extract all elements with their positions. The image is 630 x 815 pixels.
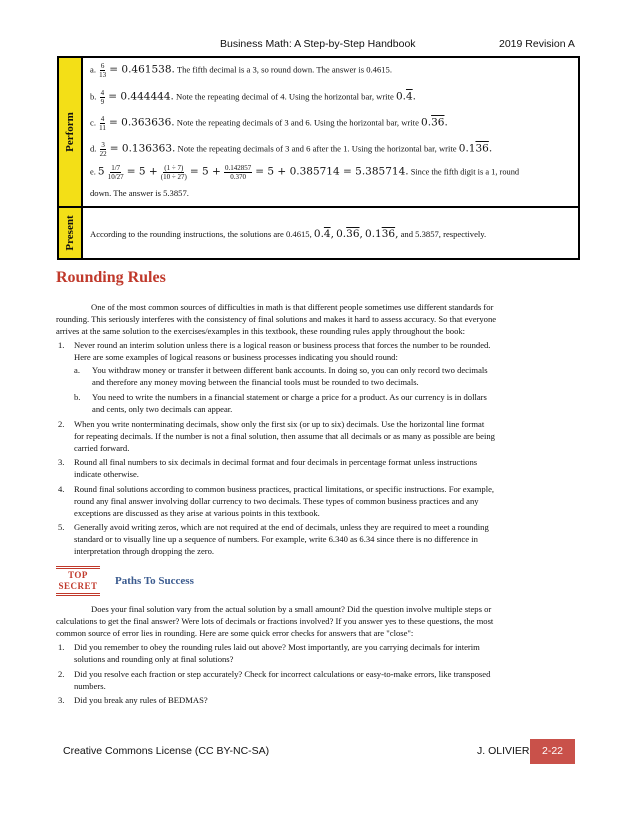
rule-1-line-1: Never round an interim solution unless there is a logical reason or business process that forces the number to be rounded. [74, 340, 491, 350]
present-label: Present [64, 215, 76, 251]
line-e-eq1: = 5 + [126, 165, 158, 178]
line-b-label: b. [90, 91, 97, 102]
solution-box [57, 56, 580, 260]
rule-3-number: 3. [58, 457, 65, 467]
line-d-fraction [100, 141, 107, 158]
line-a-fraction [99, 62, 106, 79]
check-3-line-1: Did you break any rules of BEDMAS? [74, 695, 208, 705]
perform-line-c [90, 115, 448, 132]
perform-line-d [90, 141, 492, 158]
rule-4-number: 4. [58, 484, 65, 494]
intro-line-3: arrives at the same solution to the exercises/examples in this textbook, these rounding rules apply throughout the book: [56, 326, 466, 336]
present-statement: According to the rounding instructions, the solutions are 0.4615, 0.4, 0.36, 0.136, and 5.3857, respectively. [90, 228, 487, 240]
section-title: Rounding Rules [56, 269, 166, 286]
line-e-text: Since the fifth digit is a 1, round [410, 167, 520, 177]
perform-line-b [90, 89, 416, 106]
rule-1-line-2: Here are some examples of logical reasons or business processes indicating you should round: [74, 352, 398, 362]
rule-1-number: 1. [58, 340, 65, 350]
perform-line-e [90, 164, 519, 181]
line-b-denominator: 9 [100, 98, 105, 106]
line-e-eq2: = 5 + [189, 165, 221, 178]
line-b-value: = 0.444444. [108, 90, 174, 103]
stamp-line-2: SECRET [58, 581, 98, 591]
check-1-line-2: solutions and rounding only at final solutions? [74, 654, 234, 664]
line-b-result: 0.4. [395, 90, 416, 103]
rule-2-line-3: carried forward. [74, 443, 130, 453]
intro-line-2: rounding. This seriously interferes with the consistency of final solutions and makes it hard to assess accuracy. So that everyone [56, 314, 497, 324]
footer-author: J. OLIVIER [477, 745, 530, 757]
line-d-label: d. [90, 143, 97, 154]
intro-line-1: One of the most common sources of difficulties in math is that different people sometimes use different standards for [91, 302, 494, 312]
line-e-fraction-3: $\frac{0.142857}{0.370}$ [224, 164, 252, 181]
line-e-complex-fraction: $\frac{1/7}{10/27}$ [107, 164, 124, 181]
rule-5-line-2: standard or to visually line up a sequence of numbers. For example, write 6.340 as 6.34 since there is no difference in [74, 534, 478, 544]
rule-5-line-1: Generally avoid writing zeros, which are not required at the end of decimals, unless they are required to meet a rounding [74, 522, 489, 532]
rule-2-line-1: When you write nonterminating decimals, show only the first six (or up to six) decimals. Use the horizontal line format [74, 419, 485, 429]
top-secret-stamp-icon [56, 566, 100, 596]
line-d-numerator: 3 [101, 141, 105, 149]
line-a-text: The fifth decimal is a 3, so round down. The answer is 0.4615. [176, 64, 392, 75]
line-c-denominator: 11 [99, 124, 106, 132]
line-e-lead: 5 [97, 165, 105, 178]
rule-3-line-2: indicate otherwise. [74, 469, 139, 479]
check-2-line-1: Did you resolve each fraction or step accurately? Check for incorrect calculations or easy-to-make errors, like transposed [74, 669, 491, 679]
paths-to-success-title: Paths To Success [115, 575, 194, 587]
line-c-fraction [99, 115, 106, 132]
line-d-text: Note the repeating decimals of 3 and 6 after the 1. Using the horizontal bar, write [177, 143, 457, 154]
line-a-value: = 0.461538. [109, 63, 175, 76]
perform-band [59, 58, 81, 208]
line-b-fraction [100, 89, 106, 106]
line-c-result: 0.36. [421, 116, 448, 129]
perform-line-e-continued: down. The answer is 5.3857. [90, 188, 189, 198]
rule-1b-letter: b. [74, 392, 81, 402]
rule-3-line-1: Round all final numbers to six decimals in decimal format and four decimals in percentage format unless instructions [74, 457, 478, 467]
rule-4-line-2: round any final answer involving dollar currency to two decimals. These types of common business practices and any [74, 496, 479, 506]
running-header-revision: 2019 Revision A [499, 38, 575, 50]
paths-intro-line-2: calculations to get the final answer? Were lots of decimals or fractions involved? If you answer yes to these questions, the most [56, 616, 494, 626]
line-e-label: e. [90, 167, 96, 177]
present-band [59, 208, 81, 258]
running-header-title: Business Math: A Step-by-Step Handbook [220, 38, 416, 50]
footer-page-number: 2-22 [530, 739, 575, 764]
line-a-numerator: 6 [100, 62, 105, 70]
rule-1b-line-2: and cents, only two decimals can appear. [92, 404, 233, 414]
line-b-numerator: 4 [100, 89, 105, 97]
rule-1b-line-1: You need to write the numbers in a financial statement or charge a price for a product. As our currency is in dollars [92, 392, 487, 402]
check-3-number: 3. [58, 695, 65, 705]
rule-2-number: 2. [58, 419, 65, 429]
footer-license: Creative Commons License (CC BY-NC-SA) [63, 745, 270, 757]
line-d-denominator: 22 [99, 150, 107, 158]
paths-intro-line-3: common source of error lies in rounding. Here are some quick error checks for answers that are "close": [56, 628, 414, 638]
line-e-eq3: = 5 + 0.385714 = 5.385714. [255, 165, 409, 178]
rule-4-line-1: Round final solutions according to common business practices, practical limitations, or specific instructions. For example, [74, 484, 495, 494]
perform-label: Perform [64, 112, 76, 152]
line-c-label: c. [90, 117, 96, 128]
check-2-line-2: numbers. [74, 681, 106, 691]
rule-1a-line-2: and therefore any money moving between the financial tools must be rounded to two decimals. [92, 377, 419, 387]
line-a-label: a. [90, 64, 96, 75]
line-a-denominator: 13 [99, 71, 107, 79]
line-b-text: Note the repeating decimal of 4. Using the horizontal bar, write [176, 91, 394, 102]
stamp-line-1: TOP [68, 570, 88, 580]
rule-2-line-2: for repeating decimals. If the number is not a final solution, then assume that all decimals or as many as possible are being [74, 431, 495, 441]
perform-line-a [90, 62, 392, 79]
line-d-result: 0.136. [458, 142, 493, 155]
paths-intro-line-1: Does your final solution vary from the actual solution by a small amount? Did the question involve multiple steps or [91, 604, 492, 614]
rule-4-line-3: exceptions are discussed as they arise at various points in this textbook. [74, 508, 320, 518]
rule-5-number: 5. [58, 522, 65, 532]
line-d-value: = 0.136363. [109, 142, 176, 155]
rule-1a-line-1: You withdraw money or transfer it between different bank accounts. In doing so, you can only record two decimals [92, 365, 488, 375]
box-divider-vertical [81, 58, 83, 258]
rule-5-line-3: interpretation through dropping the zero. [74, 546, 215, 556]
line-c-value: = 0.363636. [109, 116, 175, 129]
box-divider-horizontal [83, 206, 578, 208]
line-c-numerator: 4 [100, 115, 105, 123]
check-1-number: 1. [58, 642, 65, 652]
rule-1a-letter: a. [74, 365, 80, 375]
check-2-number: 2. [58, 669, 65, 679]
line-c-text: Note the repeating decimals of 3 and 6. Using the horizontal bar, write [176, 117, 419, 128]
check-1-line-1: Did you remember to obey the rounding rules laid out above? Most importantly, are you carrying decimals for interim [74, 642, 480, 652]
line-e-fraction-2: $\frac{(1 \div 7)}{(10 \div 27)}$ [160, 164, 187, 181]
